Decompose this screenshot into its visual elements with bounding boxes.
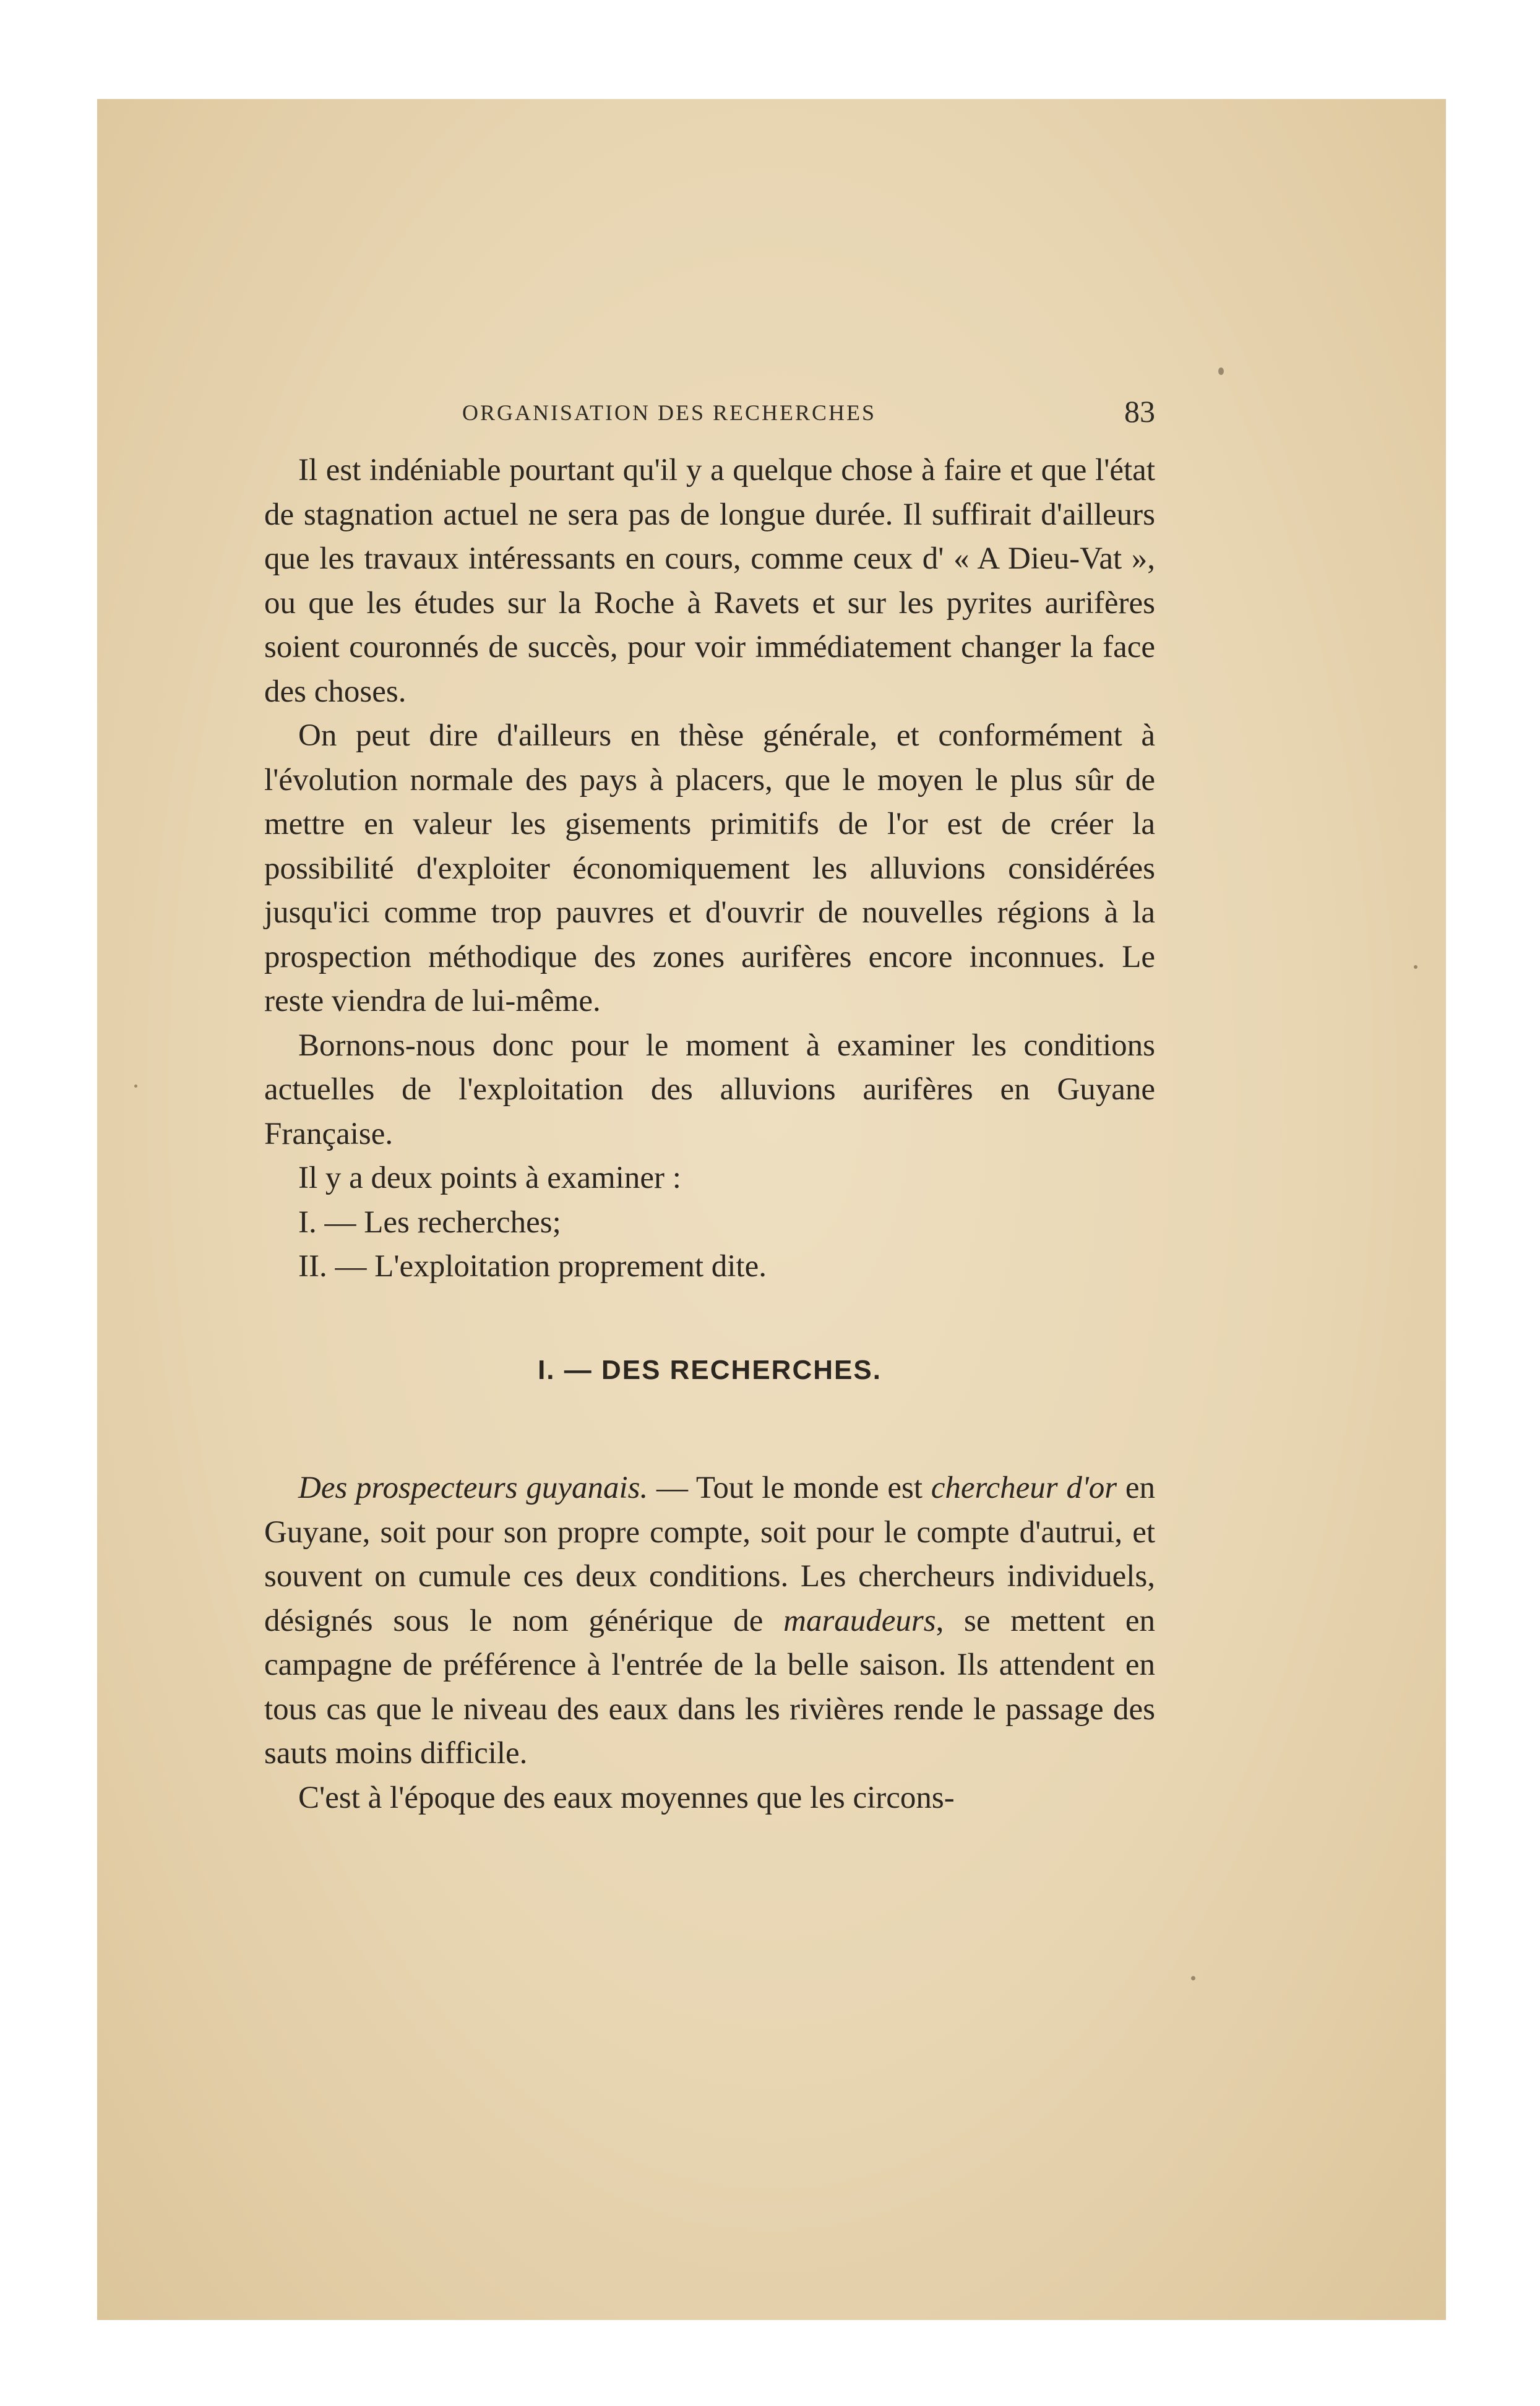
emphasis: maraudeurs — [783, 1603, 936, 1638]
list-item: II. — L'exploitation proprement dite. — [298, 1249, 767, 1284]
ink-speck — [1191, 1976, 1195, 1980]
text-run: — Tout le monde est — [648, 1471, 931, 1505]
page-number: 83 — [1124, 394, 1155, 429]
ink-speck — [134, 1085, 137, 1088]
text-run: , se mettent en campagne de préférence à l'entrée de la belle saison. Ils attendent en tous cas que le niveau des eaux dans les rivières rende le passage des sauts moins difficile. — [264, 1603, 1155, 1771]
text-run: en Guyane, soit pour son propre compte, soit pour le compte d'autrui, et souvent on cumule ces deux conditions. Les chercheurs individuels, désignés sous le nom générique de — [264, 1471, 1155, 1638]
emphasis: chercheur d'or — [931, 1471, 1117, 1505]
ink-speck — [1414, 965, 1417, 969]
ink-speck — [1218, 367, 1224, 375]
paragraph: C'est à l'époque des eaux moyennes que les circons- — [298, 1780, 955, 1815]
running-title: ORGANISATION DES RECHERCHES — [462, 400, 877, 425]
paragraph: Bornons-nous donc pour le moment à examiner les conditions actuelles de l'exploitation des alluvions aurifères en Guyane Française. — [264, 1028, 1155, 1151]
paragraph — [264, 1466, 1155, 1776]
paragraph: On peut dire d'ailleurs en thèse générale, et conformément à l'évolution normale des pays à placers, que le moyen le plus sûr de mettre en valeur les gisements primitifs de l'or est de créer la possibilité d'exploiter économiquement les alluvions considérées jusqu'ici comme trop pauvres et d'ouvrir de nouvelles régions à la prospection méthodique des zones aurifères encore inconnues. Le reste viendra de lui-même. — [264, 718, 1155, 1018]
scanned-page — [97, 99, 1446, 2320]
section-heading: I. — DES RECHERCHES. — [538, 1354, 882, 1385]
page-body — [264, 449, 1155, 1820]
paragraph: Il est indéniable pourtant qu'il y a quelque chose à faire et que l'état de stagnation actuel ne sera pas de longue durée. Il suffirait d'ailleurs que les travaux intéressants en cours, comme ceux d' « A Dieu-Vat », ou que les études sur la Roche à Ravets et sur les pyrites aurifères soient couronnés de succès, pour voir immédiatement changer la face des choses. — [264, 453, 1155, 709]
list-item: I. — Les recherches; — [298, 1205, 561, 1240]
subsection-lead: Des prospecteurs guyanais. — [298, 1471, 648, 1505]
paragraph: Il y a deux points à examiner : — [298, 1161, 681, 1195]
running-header — [264, 396, 1155, 433]
